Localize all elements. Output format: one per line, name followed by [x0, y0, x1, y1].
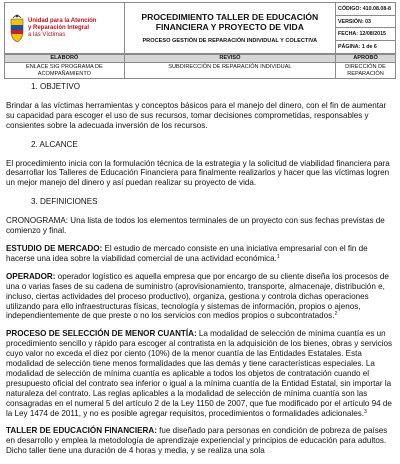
document-code: CÓDIGO: 410.08.08-8 — [336, 3, 395, 16]
definition-taller — [6, 426, 392, 456]
coat-of-arms-icon — [9, 13, 25, 43]
footnote-ref: 2 — [334, 311, 338, 318]
definition-operador — [6, 272, 392, 322]
objetivo-text: Brindar a las víctimas herramientas y conceptos básicos para el manejo del dinero, con el fin de aumentar su capacidad para escoger el uso de sus recursos, tomar decisiones comprometidas, responsables y consientes sobre la adecuada inversión de los recursos. — [6, 100, 387, 130]
signoff-table — [4, 54, 396, 79]
definition-text: fue diseñado para personas en condición de pobreza de países en desarrollo y emplea la metodología de aprendizaje experiencial y principios de educación para adultos. Dicho taller tiene una duración de 4 horas y media, y se realiza una sola — [6, 426, 388, 456]
definition-text: El estudio de mercado consiste en una iniciativa empresarial con el fin de hacerse una idea sobre la viabilidad comercial de una actividad económica. — [6, 243, 368, 263]
definition-menor-cuantia — [6, 329, 392, 418]
elaboro-header: ELABORÓ — [5, 55, 125, 63]
definition-text: Una lista de todos los elementos terminales de un proyecto con sus fechas previstas de comienzo y final. — [6, 216, 385, 236]
aprobo-value: DIRECCIÓN DE REPARACIÓN — [336, 63, 396, 79]
definition-term: TALLER DE EDUCACIÓN FINANCIERA: — [6, 426, 157, 436]
logo-line-3: a las Víctimas — [28, 31, 66, 38]
definition-term: ESTUDIO DE MERCADO: — [6, 243, 103, 253]
footnote-ref: 3 — [364, 408, 367, 415]
definition-term: OPERADOR: — [6, 271, 56, 281]
logo-text — [28, 18, 96, 39]
page-number: PÁGINA: 1 de 6 — [338, 43, 377, 50]
footnote-ref: 1 — [276, 253, 280, 260]
institution-logo — [9, 6, 120, 50]
definition-term: PROCESO DE SELECCIÓN DE MENOR CUANTÍA: — [6, 329, 197, 339]
alcance-text: El procedimiento inicia con la formulación técnica de la estrategia y la solicitud de viabilidad financiera para desarrollar los Talleres de Educación Financiera para finalmente realizarlos y hacer que las víctimas logren un mejor manejo del dinero y así puedan realizar su proyecto de vida. — [6, 158, 390, 188]
meta-cell — [336, 3, 396, 54]
reviso-header: REVISÓ — [124, 55, 335, 63]
section-heading-alcance: 2. ALCANCE — [31, 139, 78, 149]
process-name: PROCESO GESTIÓN DE REPARACIÓN INDIVIDUAL Y COLECTIVA — [142, 37, 318, 44]
definition-cronograma — [6, 216, 392, 236]
title-cell — [124, 3, 335, 54]
definition-estudio-de-mercado — [6, 244, 392, 264]
elaboro-value: ENLACE SIG PROGRAMA DE ACOMPAÑAMIENTO — [5, 63, 125, 79]
logo-line-2: y Reparación Integral — [28, 24, 90, 31]
document-version: VERSIÓN: 03 — [336, 16, 395, 29]
logo-cell — [5, 3, 125, 54]
section-heading-definiciones: 3. DEFINICIONES — [31, 197, 98, 207]
logo-line-1: Unidad para la Atención — [28, 17, 97, 24]
definition-term: CRONOGRAMA: — [6, 216, 69, 226]
aprobo-header: APROBÓ — [336, 55, 396, 63]
document-header — [4, 2, 396, 54]
definition-text: operador logístico es aquella empresa que por encargo de su cliente diseña los procesos de una o varias fases de su cadena de suministro (aprovisionamiento, transporte, almacenaje, distribución e, incluso, ciertas actividades del proceso productivo), organiza, gestiona y controla dichas operaciones utilizando para ello infraestructuras físicas, tecnología y sistemas de información, propios o ajenos, independientemente de que preste o no los servicios con medios propios o subcontratados. — [6, 271, 389, 321]
document-title: PROCEDIMIENTO TALLER DE EDUCACIÓN FINANCIERA Y PROYECTO DE VIDA — [141, 11, 319, 32]
definition-text: La modalidad de selección de mínima cuantía es un procedimiento sencillo y rápido para escoger al contratista en la adquisición de los bienes, obras y servicios cuyo valor no exceda el diez por ciento (10%) de la menor cuantía de las Entidades Estatales. Esta modalidad de selección tiene menos formalidades que las demás y tiene características especiales. La modalidad de selección de mínima cuantía es aplicable a todos los objetos de contratación cuando el presupuesto oficial del contrato sea inferior o igual a la mínima cuantía de la Entidad Estatal, sin importar la naturaleza del contrato. Las reglas aplicables a la modalidad de selección de mínima cuantía son las consagradas en el numeral 5 del artículo 2 de la Ley 1150 de 2007, que fue modificado por el artículo 94 de la Ley 1474 de 2011, y no es posible agregar requisitos, procedimientos o formalidades adicionales. — [6, 329, 393, 418]
document-body — [6, 82, 392, 464]
reviso-value: SUBDIRECCIÓN DE REPARACIÓN INDIVIDUAL — [124, 63, 335, 79]
section-heading-objetivo: 1. OBJETIVO — [31, 82, 81, 91]
document-date: FECHA: 12/08/2015 — [336, 28, 395, 41]
